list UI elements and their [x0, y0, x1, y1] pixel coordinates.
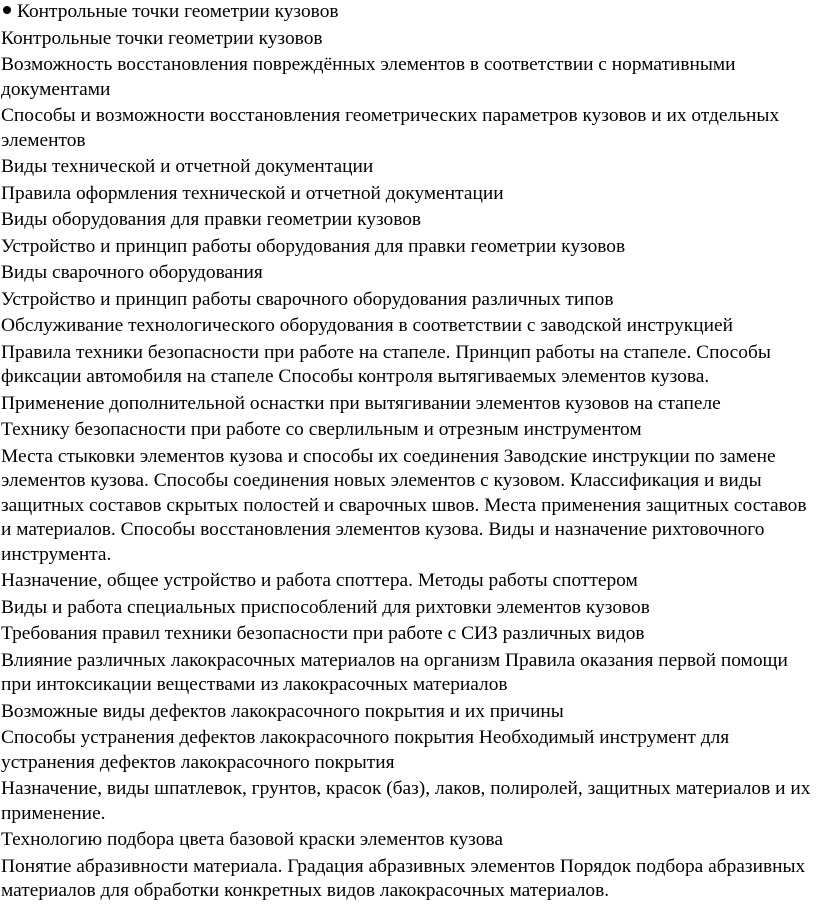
- bullet-icon: [3, 6, 11, 14]
- list-item: Виды оборудования для правки геометрии кузовов: [1, 209, 422, 230]
- list-item: Технику безопасности при работе со сверлильным и отрезным инструментом: [1, 419, 642, 440]
- list-item: Влияние различных лакокрасочных материалов на организм Правила оказания первой помощи при интоксикации веществами из лакокрасочных материалов: [1, 649, 788, 695]
- list-item: Способы и возможности восстановления геометрических параметров кузовов и их отдельных элементов: [1, 105, 780, 151]
- list-item: Виды сварочного оборудования: [1, 262, 263, 283]
- list-item: Применение дополнительной оснастки при вытягивании элементов кузовов на стапеле: [1, 392, 721, 414]
- list-item: Правила техники безопасности при работе на стапеле. Принцип работы на стапеле. Способы фиксации автомобиля на стапеле Способы контроля вытягиваемых элементов кузова.: [1, 341, 771, 387]
- list-item: Контрольные точки геометрии кузовов: [1, 27, 323, 49]
- list-item: Назначение, виды шпатлевок, грунтов, красок (баз), лаков, полиролей, защитных материалов и их применение.: [1, 778, 811, 824]
- list-item: Технологию подбора цвета базовой краски элементов кузова: [1, 829, 503, 850]
- list-item: Требования правил техники безопасности при работе с СИЗ различных видов: [1, 623, 645, 644]
- list-item: Возможные виды дефектов лакокрасочного покрытия и их причины: [1, 700, 564, 722]
- list-item: Назначение, общее устройство и работа споттера. Методы работы споттером: [1, 570, 638, 591]
- list-item: Места стыковки элементов кузова и способы их соединения Заводские инструкции по замене элементов кузова. Способы соединения новых элементов с кузовом. Классификация и виды защитных составов скрытых полостей и сварочных швов. Места применения защитных составов и материалов. Способы восстановления элементов кузова. Виды и назначение рихтовочного инструмента.: [1, 445, 807, 565]
- list-item: Обслуживание технологического оборудования в соответствии с заводской инструкцией: [1, 315, 733, 336]
- list-item: Виды и работа специальных приспособлений для рихтовки элементов кузовов: [1, 596, 650, 618]
- list-item: Возможность восстановления повреждённых элементов в соответствии с нормативными документами: [1, 54, 736, 100]
- list-item: Понятие абразивности материала. Градация абразивных элементов Порядок подбора абразивных материалов для обработки конкретных видов лакокрасочных материалов.: [1, 855, 806, 901]
- list-item: Способы устранения дефектов лакокрасочного покрытия Необходимый инструмент для устранения дефектов лакокрасочного покрытия: [1, 727, 730, 773]
- list-item: Правила оформления технической и отчетной документации: [1, 182, 504, 204]
- bullet-heading-text: Контрольные точки геометрии кузовов: [17, 1, 339, 22]
- list-item: Виды технической и отчетной документации: [1, 156, 374, 177]
- list-item: Устройство и принцип работы оборудования для правки геометрии кузовов: [1, 235, 626, 257]
- bullet-heading: [0, 0, 816, 25]
- list-item: Устройство и принцип работы сварочного оборудования различных типов: [1, 288, 614, 310]
